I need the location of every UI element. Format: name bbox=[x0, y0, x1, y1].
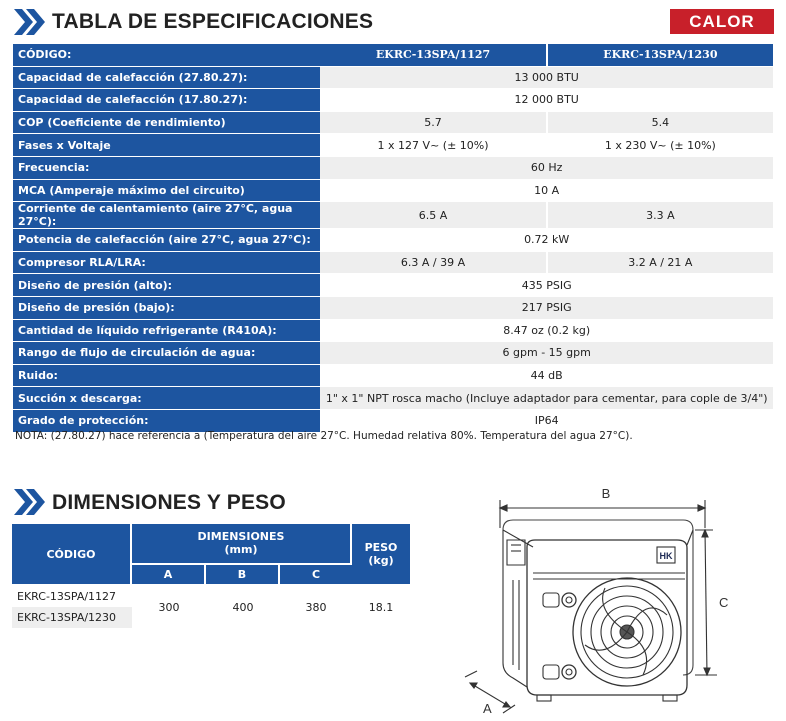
dim-value-b: 400 bbox=[206, 586, 280, 628]
spec-row-label: Corriente de calentamiento (aire 27°C, agua 27°C): bbox=[13, 202, 320, 228]
arrow-b-right bbox=[698, 505, 705, 511]
dim-model-1230: EKRC-13SPA/1230 bbox=[12, 607, 132, 628]
arrow-b-left bbox=[500, 505, 507, 511]
dim-col-dimensions-label: DIMENSIONES bbox=[197, 530, 285, 544]
spec-row bbox=[13, 274, 773, 296]
spec-row-value: 12 000 BTU bbox=[320, 89, 773, 111]
spec-row-value: 10 A bbox=[320, 180, 773, 202]
model-header-1230: EKRC-13SPA/1230 bbox=[548, 44, 773, 66]
arrow-c-bottom bbox=[704, 668, 710, 675]
spec-row-label: Grado de protección: bbox=[13, 410, 320, 432]
spec-row-value: 1" x 1" NPT rosca macho (Incluye adaptador para cementar, para cople de 3/4") bbox=[320, 387, 773, 409]
spec-row bbox=[13, 229, 773, 251]
unit-logo: HK bbox=[659, 551, 673, 561]
dim-value-weight: 18.1 bbox=[352, 586, 410, 628]
spec-row-label: Potencia de calefacción (aire 27°C, agua 27°C): bbox=[13, 229, 320, 251]
spec-row bbox=[13, 134, 773, 156]
spec-row bbox=[13, 67, 773, 89]
spec-note: NOTA: (27.80.27) hace referencia a (Temperatura del aire 27°C. Humedad relativa 80%. Temperatura del agua 27°C). bbox=[15, 430, 633, 442]
spec-row bbox=[13, 89, 773, 111]
spec-row-label: Capacidad de calefacción (17.80.27): bbox=[13, 89, 320, 111]
label-a: A bbox=[483, 701, 492, 716]
label-b: B bbox=[601, 486, 611, 501]
spec-row-value-1127: 6.3 A / 39 A bbox=[320, 252, 547, 274]
dim-sub-b: B bbox=[206, 565, 280, 586]
double-chevron-icon bbox=[14, 489, 46, 515]
spec-row-label: Diseño de presión (bajo): bbox=[13, 297, 320, 319]
dim-sub-a: A bbox=[132, 565, 206, 586]
spec-row-value: IP64 bbox=[320, 410, 773, 432]
dim-col-code: CÓDIGO bbox=[12, 524, 132, 586]
spec-row bbox=[13, 342, 773, 364]
dim-col-weight-unit: (kg) bbox=[368, 554, 394, 567]
spec-row-value: 8.47 oz (0.2 kg) bbox=[320, 320, 773, 342]
spec-section-title: TABLA DE ESPECIFICACIONES bbox=[52, 10, 374, 33]
spec-row bbox=[13, 157, 773, 179]
arrow-c-top bbox=[702, 530, 708, 537]
dimensions-table bbox=[12, 524, 410, 628]
spec-row-value: 60 Hz bbox=[320, 157, 773, 179]
spec-row-value-1127: 1 x 127 V~ (± 10%) bbox=[320, 134, 547, 156]
spec-row bbox=[13, 320, 773, 342]
calor-badge: CALOR bbox=[670, 9, 774, 34]
water-connector-bottom bbox=[562, 665, 576, 679]
dim-col-dimensions bbox=[132, 524, 352, 565]
spec-row-label: Diseño de presión (alto): bbox=[13, 274, 320, 296]
spec-row-value: 6 gpm - 15 gpm bbox=[320, 342, 773, 364]
spec-row-value-1230: 3.2 A / 21 A bbox=[548, 252, 773, 274]
spec-header-label: CÓDIGO: bbox=[13, 44, 320, 66]
spec-row-value: 13 000 BTU bbox=[320, 67, 773, 89]
spec-row-label: Capacidad de calefacción (27.80.27): bbox=[13, 67, 320, 89]
dim-col-weight bbox=[352, 524, 410, 586]
spec-row-label: COP (Coeficiente de rendimiento) bbox=[13, 112, 320, 134]
spec-row bbox=[13, 252, 773, 274]
spec-row-value-1230: 5.4 bbox=[548, 112, 773, 134]
spec-row-label: MCA (Amperaje máximo del circuito) bbox=[13, 180, 320, 202]
spec-row-label: Succión x descarga: bbox=[13, 387, 320, 409]
double-chevron-icon bbox=[14, 9, 46, 35]
dim-model-1127: EKRC-13SPA/1127 bbox=[12, 586, 132, 607]
spec-row bbox=[13, 202, 773, 228]
spec-row-value-1127: 6.5 A bbox=[320, 202, 547, 228]
spec-row-label: Compresor RLA/LRA: bbox=[13, 252, 320, 274]
spec-row-value-1127: 5.7 bbox=[320, 112, 547, 134]
spec-row-label: Frecuencia: bbox=[13, 157, 320, 179]
spec-row bbox=[13, 180, 773, 202]
spec-row bbox=[13, 365, 773, 387]
spec-row-label: Fases x Voltaje bbox=[13, 134, 320, 156]
dim-col-dimensions-unit: (mm) bbox=[224, 543, 258, 557]
spec-row-value-1230: 1 x 230 V~ (± 10%) bbox=[548, 134, 773, 156]
spec-row-label: Ruido: bbox=[13, 365, 320, 387]
model-header-1127: EKRC-13SPA/1127 bbox=[320, 44, 547, 66]
dim-col-weight-label: PESO bbox=[364, 541, 398, 554]
spec-header-row bbox=[13, 44, 773, 66]
dimensions-section-title: DIMENSIONES Y PESO bbox=[52, 491, 286, 514]
dim-value-c: 380 bbox=[280, 586, 352, 628]
spec-table bbox=[13, 43, 773, 433]
dim-sub-c: C bbox=[280, 565, 352, 586]
spec-row-value: 435 PSIG bbox=[320, 274, 773, 296]
dim-value-a: 300 bbox=[132, 586, 206, 628]
heat-pump-diagram bbox=[455, 485, 780, 721]
spec-row bbox=[13, 387, 773, 409]
spec-row bbox=[13, 297, 773, 319]
label-c: C bbox=[719, 595, 729, 610]
spec-row-label: Rango de flujo de circulación de agua: bbox=[13, 342, 320, 364]
water-connector-top bbox=[562, 593, 576, 607]
spec-row bbox=[13, 112, 773, 134]
spec-row-value: 0.72 kW bbox=[320, 229, 773, 251]
spec-row bbox=[13, 410, 773, 432]
spec-row-value: 44 dB bbox=[320, 365, 773, 387]
spec-row-label: Cantidad de líquido refrigerante (R410A): bbox=[13, 320, 320, 342]
dim-line-c bbox=[705, 530, 707, 675]
spec-row-value-1230: 3.3 A bbox=[548, 202, 773, 228]
spec-row-value: 217 PSIG bbox=[320, 297, 773, 319]
